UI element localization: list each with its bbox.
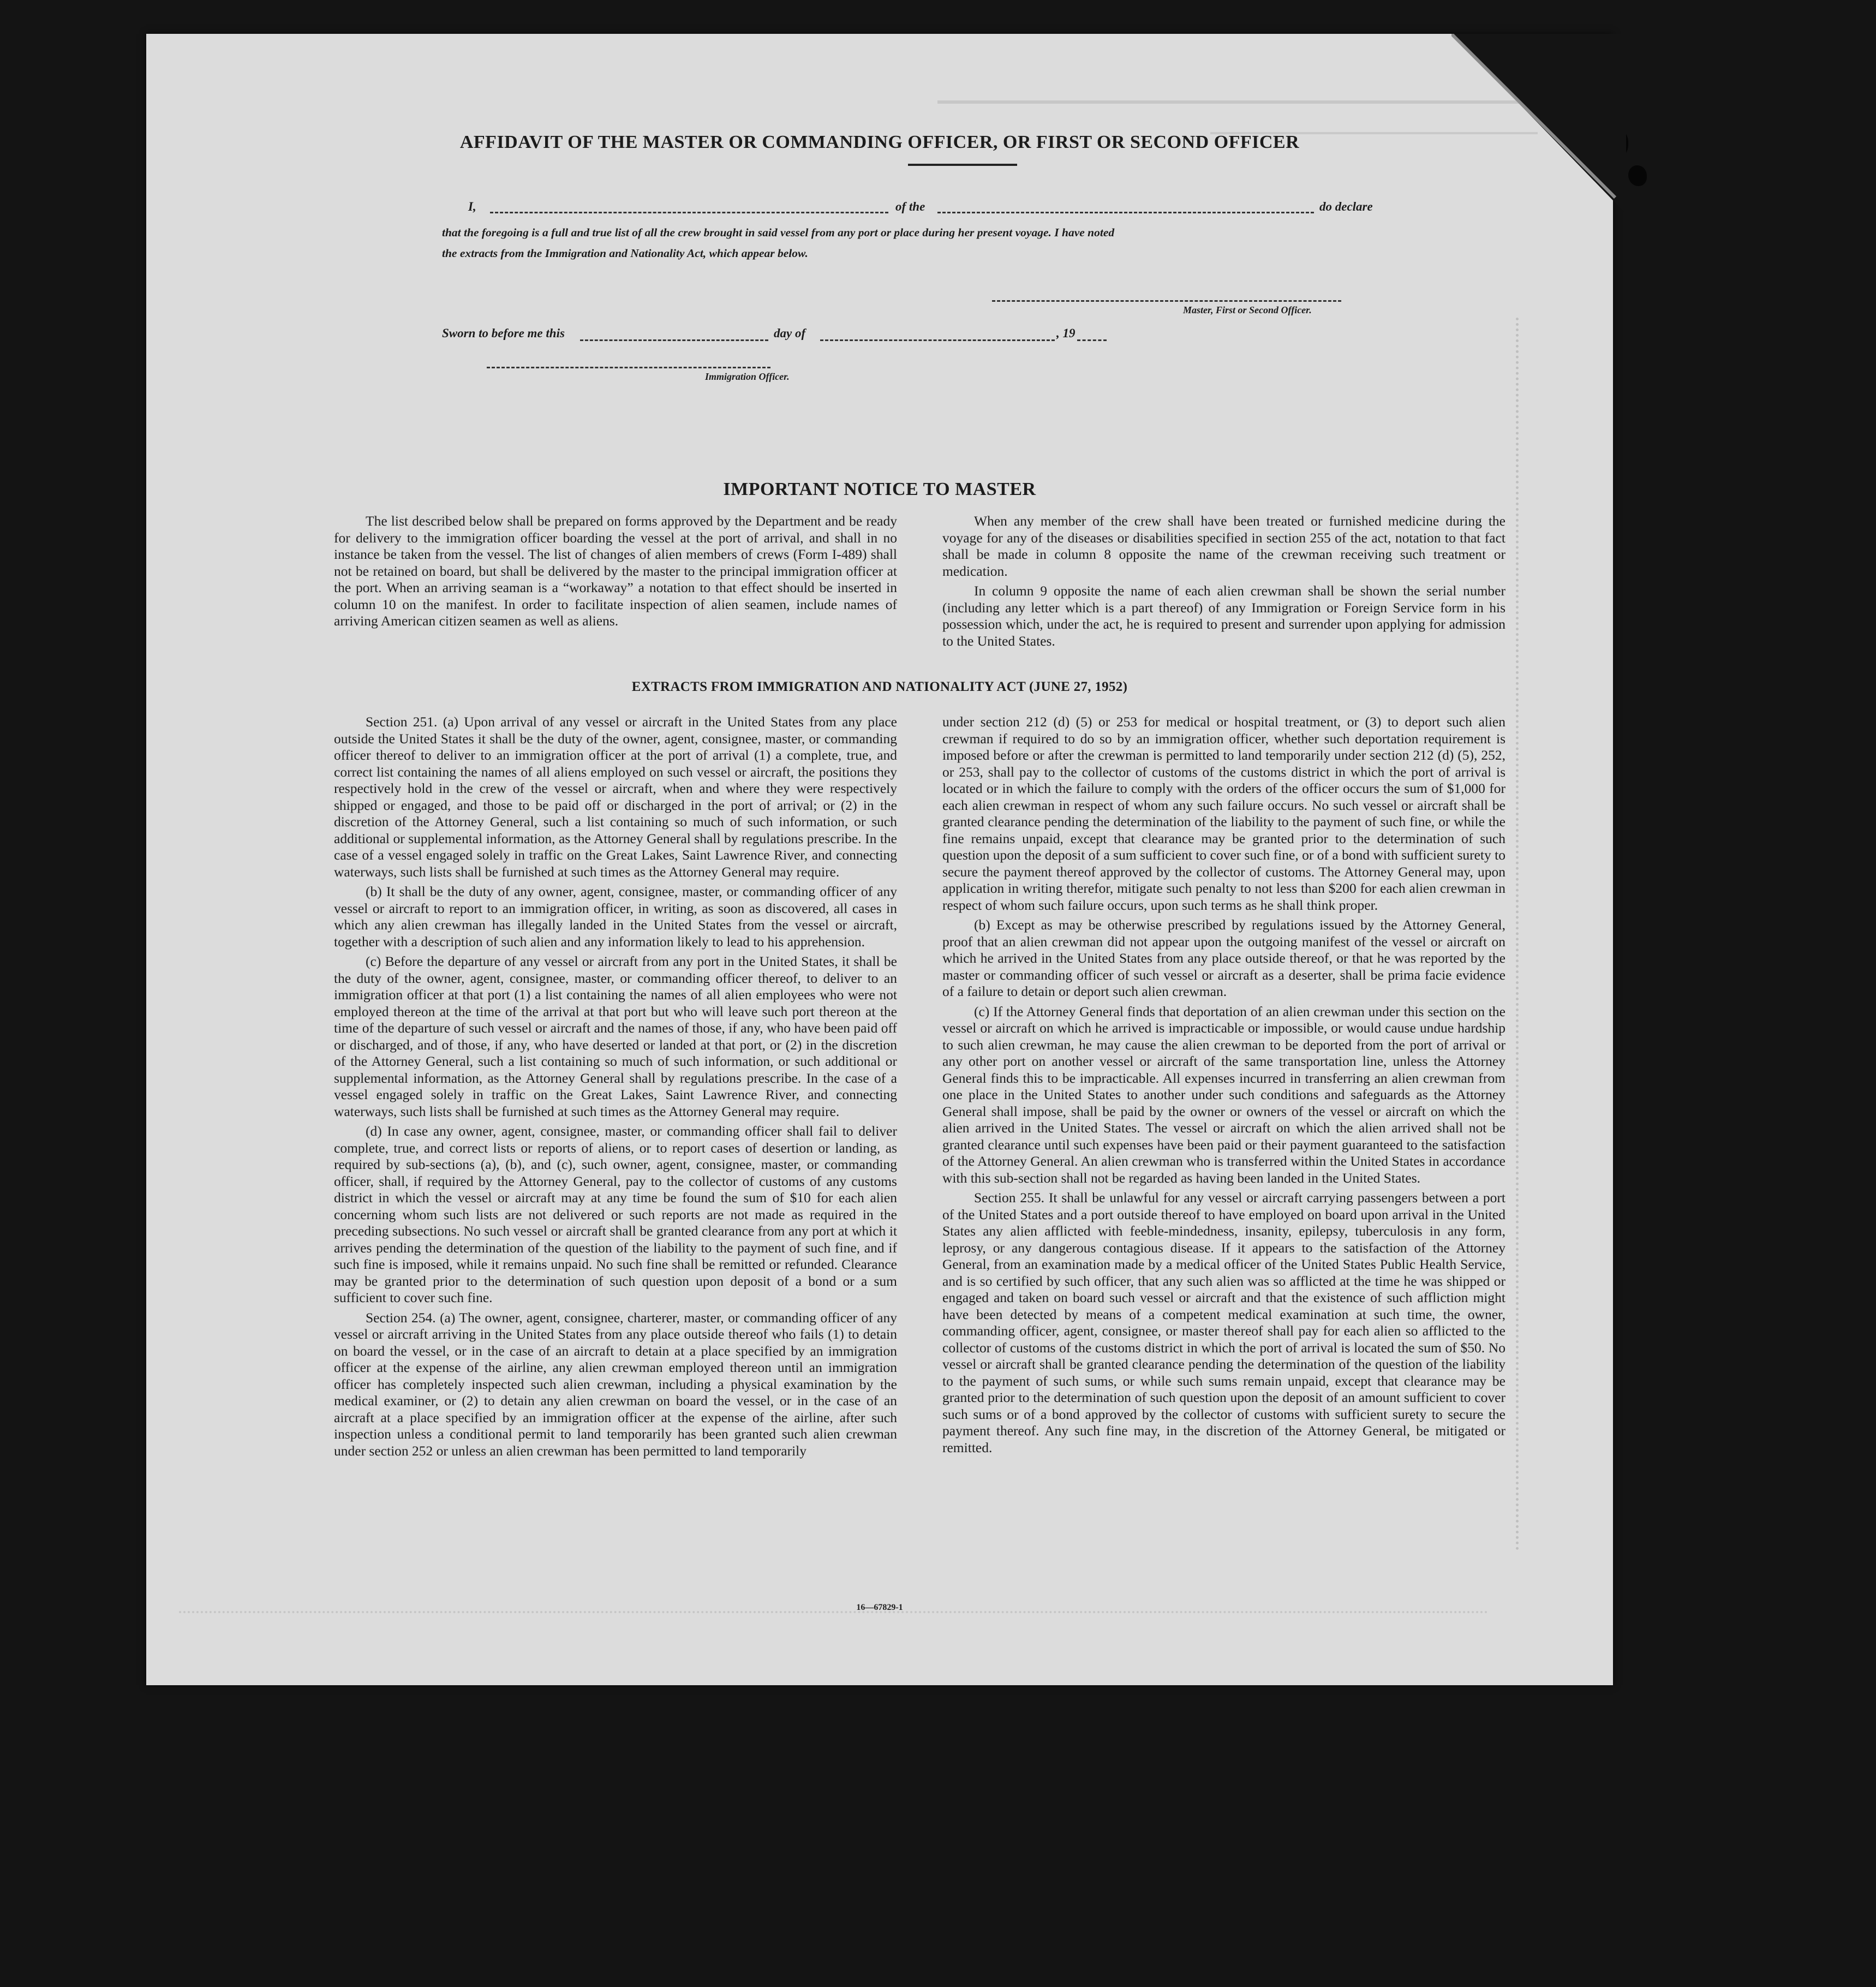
day-of-label: day of [774,326,806,340]
notice-paragraph: When any member of the crew shall have been treated or furnished medicine during the voyage for any of the diseases or disabilities specified in section 255 of the act, notation to that fact shall be made in column 8 opposite the name of the crewman receiving such treatment or medication. [942,513,1505,579]
affidavit-do-declare-label: do declare [1319,200,1373,213]
sworn-label: Sworn to before me this [442,326,565,340]
vessel-name-field[interactable] [937,212,1314,213]
sworn-day-field[interactable] [580,339,768,341]
section-251a: Section 251. (a) Upon arrival of any vessel or aircraft in the United States from any place outside the United States it shall be the duty of the owner, agent, consignee, master, or commanding officer thereof to deliver to an immigration officer at the port of arrival (1) a complete, true, and correct list containing the names of all aliens employed on such vessel or aircraft, the positions they respectively hold in the crew of the vessel or aircraft, when and where they were respectively shipped or engaged, and those to be paid off or discharged in the port of arrival; or (2) in the discretion of the Attorney General, such a list containing so much of such information, or such additional or supplemental information, as the Attorney General shall by regulations prescribe. In the case of a vessel engaged solely in traffic on the Great Lakes, Saint Lawrence River, and connecting waterways, such lists shall be furnished at such times as the Attorney General may require. [334,714,897,880]
form-number: 16—67829-1 [856,1603,903,1612]
declaration-text-line1: that the foregoing is a full and true list of all the crew brought in said vessel from any port or place during her present voyage. I have noted [442,226,1115,239]
master-signature-label: Master, First or Second Officer. [1183,305,1312,315]
notice-right-column [942,513,1505,653]
title-divider [908,164,1017,166]
declaration-text-line2: the extracts from the Immigration and Nationality Act, which appear below. [442,247,808,260]
affidavit-title: AFFIDAVIT OF THE MASTER OR COMMANDING OFFICER, OR FIRST OR SECOND OFFICER [459,132,1300,152]
notice-title: IMPORTANT NOTICE TO MASTER [723,479,1036,499]
immigration-officer-signature-field[interactable] [487,367,770,368]
affidavit-of-the-label: of the [895,200,925,213]
notice-paragraph: The list described below shall be prepared on forms approved by the Department and be ready for delivery to the immigration officer boarding the vessel at the port of arrival, and shall in no instance be taken from the vessel. The list of changes of alien members of crews (Form I-489) shall not be retained on board, but shall be delivered by the master to the principal immigration officer at the port. When an arriving seaman is a “workaway” a notation to that effect should be inserted in column 10 on the manifest. In order to facilitate inspection of alien seamen, include names of arriving American citizen seamen as well as aliens. [334,513,897,629]
section-255: Section 255. It shall be unlawful for any vessel or aircraft carrying passengers between a port of the United States and a port outside thereof to have employed on board upon arrival in the United States any alien afflicted with feeble-mindedness, insanity, epilepsy, tuberculosis in any form, leprosy, or any dangerous contagious disease. If it appears to the satisfaction of the Attorney General, from an examination made by a medical officer of the United States Public Health Service, and is so certified by such officer, that any such alien was so afflicted at the time he was shipped or engaged and taken on board such vessel or aircraft and that the existence of such affliction might have been detected by means of a competent medical examination at such time, the owner, commanding officer, agent, consignee, or master thereof shall pay for each alien so afflicted to the collector of customs of the customs district in which the port of arrival is located the sum of $50. No vessel or aircraft shall be granted clearance pending the determination of the question of the liability to the payment of such sums, or while such sums remain unpaid, except that clearance may be granted prior to the determination of such question upon the deposit of an amount sufficient to cover such sums or of a bond approved by the collector of customs with sufficient surety to secure the payment thereof. Any such fine may, in the discretion of the Attorney General, be mitigated or remitted. [942,1190,1505,1455]
master-signature-field[interactable] [992,300,1341,302]
year-label: , 19 [1056,326,1076,340]
immigration-officer-label: Immigration Officer. [705,371,790,382]
notice-left-column [334,513,897,633]
officer-name-field[interactable] [490,212,888,213]
sworn-month-field[interactable] [820,339,1055,341]
affidavit-i-label: I, [468,200,476,213]
notice-paragraph: In column 9 opposite the name of each alien crewman shall be shown the serial number (including any letter which is a part thereof) of any Immigration or Foreign Service form in his possession which, under the act, he is required to present and surrender upon applying for admission to the United States. [942,583,1505,649]
sworn-year-field[interactable] [1077,339,1107,341]
section-254a: Section 254. (a) The owner, agent, consignee, charterer, master, or commanding officer of any vessel or aircraft arriving in the United States from any place outside thereof who fails (1) to detain on board the vessel, or in the case of an aircraft to detain at a place specified by an immigration officer at the expense of the airline, any alien crewman employed thereon until an immigration officer has completely inspected such alien crewman, including a physical examination by the medical examiner, or (2) to detain any alien crewman on board the vessel, or in the case of an aircraft at a place specified by an immigration officer at the expense of the airline, after such inspection unless a conditional permit to land temporarily has been granted such alien crewman under section 252 or unless an alien crewman has been permitted to land temporarily [334,1309,897,1459]
section-254c: (c) If the Attorney General finds that deportation of an alien crewman under this section on the vessel or aircraft on which he arrived is impracticable or impossible, or would cause undue hardship to such alien crewman, he may cause the alien crewman to be deported from the port of arrival or any other port on another vessel or aircraft of the same transportation line, unless the Attorney General finds this to be impracticable. All expenses incurred in transferring an alien crewman from one place in the United States to another under such conditions and safeguards as the Attorney General shall impose, shall be paid by the owner or owners of the vessel or aircraft on which the alien arrived in the United States. The vessel or aircraft on which the alien arrived shall not be granted clearance until such expenses have been paid or their payment guaranteed to the satisfaction of the Attorney General. An alien crewman who is transferred within the United States in accordance with this sub-section shall not be regarded as having been landed in the United States. [942,1003,1505,1186]
ink-blot-mark [1628,165,1647,186]
extracts-right-column [942,714,1505,1459]
section-251c: (c) Before the departure of any vessel or aircraft from any port in the United States, it shall be the duty of the owner, agent, consignee, master, or commanding officer thereof, to deliver to an immigration officer at that port (1) a list containing the names of all alien employees who were not employed thereon at the time of the arrival at that port but who will leave such port thereon at the time of the departure of such vessel or aircraft and the names of those, if any, who have been paid off or discharged, and of those, if any, who have deserted or landed at that port, or (2) in the discretion of the Attorney General, such a list containing so much of such information, or such additional or supplemental information, as the Attorney General shall by regulations prescribe. In the case of a vessel engaged solely in traffic on the Great Lakes, Saint Lawrence River, and connecting waterways, such lists shall be furnished at such times as the Attorney General may require. [334,953,897,1119]
section-251b: (b) It shall be the duty of any owner, agent, consignee, master, or commanding officer of any vessel or aircraft to report to an immigration officer, in writing, as soon as discovered, all cases in which any alien crewman has illegally landed in the United States from the vessel or aircraft, together with a description of such alien and any information likely to lead to his apprehension. [334,884,897,950]
extracts-left-column [334,714,897,1463]
section-251d: (d) In case any owner, agent, consignee, master, or commanding officer shall fail to deliver complete, true, and correct lists or reports of aliens, or to report cases of desertion or landing, as required by sub-sections (a), (b), and (c), such owner, agent, consignee, master, or commanding officer, shall, if required by the Attorney General, pay to the collector of customs of any customs district in which the vessel or aircraft may at any time be found the sum of $10 for each alien concerning whom such lists are not delivered or such reports are not made as required in the preceding subsections. No such vessel or aircraft shall be granted clearance from any port at which it arrives pending the determination of the question of the liability to the payment of such fine, and if such fine is imposed, while it remains unpaid. No such fine shall be remitted or refunded. Clearance may be granted prior to the determination of such question upon deposit of a bond or a sum sufficient to cover such fine. [334,1123,897,1305]
folded-corner [1451,34,1626,214]
section-254a-continued: under section 212 (d) (5) or 253 for medical or hospital treatment, or (3) to deport such alien crewman if required to do so by an immigration officer, whether such deportation requirement is imposed before or after the crewman is permitted to land temporarily under section 212 (d) (5), 252, or 253, shall pay to the collector of customs of the customs district in which the port of arrival is located or in which the failure to comply with the orders of the officer occurs the sum of $1,000 for each alien crewman in respect of whom any such failure occurs. No such vessel or aircraft shall be granted clearance pending the determination of the liability to the payment of such fine, or while the fine remains unpaid, except that clearance may be granted prior to the determination of such question upon the deposit of a sum sufficient to cover such fine, or of a bond with sufficient surety to secure the payment thereof approved by the collector of customs. The Attorney General may, upon application in writing therefor, mitigate such penalty to not less than $200 for each alien crewman in respect of whom such failure occurs, upon such terms as he shall think proper. [942,714,1505,913]
section-254b: (b) Except as may be otherwise prescribed by regulations issued by the Attorney General, proof that an alien crewman did not appear upon the outgoing manifest of the vessel or aircraft on which he arrived in the United States from any place outside thereof, or that he was reported by the master or commanding officer of such vessel or aircraft as a deserter, shall be prima facie evidence of a failure to detain or deport such alien crewman. [942,917,1505,999]
document-page [146,34,1613,1685]
extracts-title: EXTRACTS FROM IMMIGRATION AND NATIONALITY ACT (JUNE 27, 1952) [631,679,1128,694]
